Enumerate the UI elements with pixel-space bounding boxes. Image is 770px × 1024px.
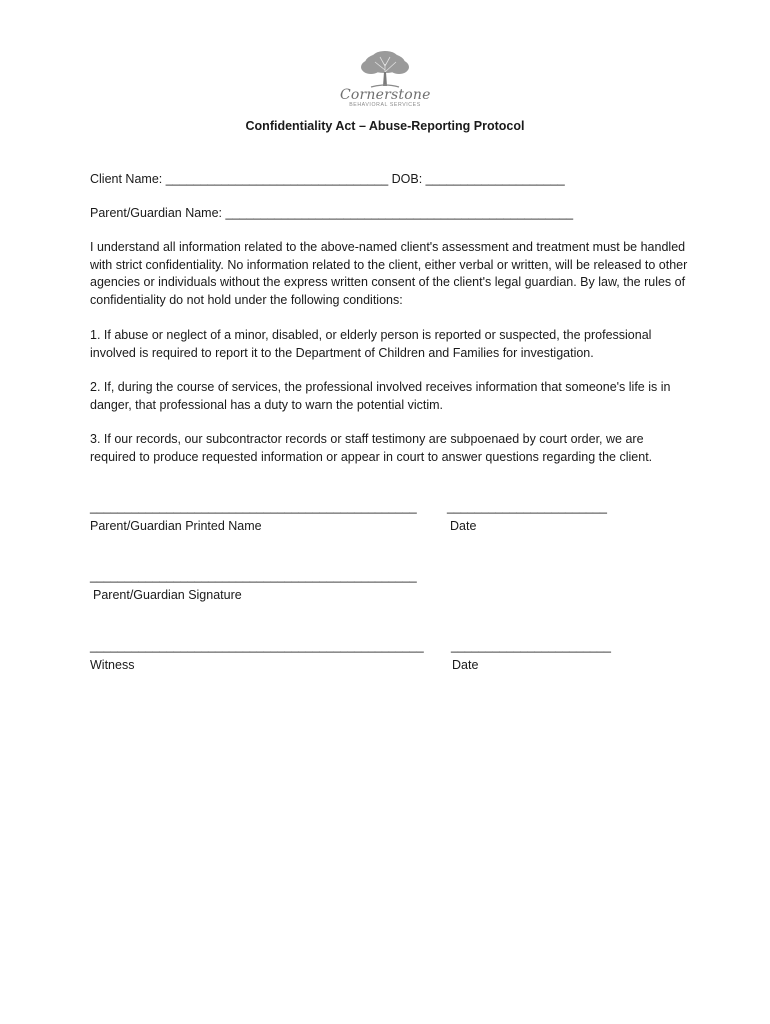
intro-text: I understand all information related to the above-named client's assessment and treatment must be handled with strict confidentiality. No information related to the client, either verbal or written, will be released to other agencies or individuals without the express written consent of the client's legal guardian. By law, the rules of confidentiality do not hold under the following conditions: xyxy=(90,240,688,307)
intro-paragraph xyxy=(90,239,690,309)
logo-subtitle: BEHAVIORAL SERVICES xyxy=(349,102,421,108)
condition-1 xyxy=(90,327,690,362)
condition-3-text: 3. If our records, our subcontractor records or staff testimony are subpoenaed by court order, we are required to produce requested information or appear in court to answer questions regarding the client. xyxy=(90,432,653,464)
document-title: Confidentiality Act – Abuse-Reporting Protocol xyxy=(245,119,525,133)
condition-2-text: 2. If, during the course of services, the professional involved receives information that someone's life is in danger, that professional has a duty to warn the potential victim. xyxy=(90,380,671,412)
signature-label: Parent/Guardian Signature xyxy=(93,588,242,602)
date-label-1: Date xyxy=(450,519,477,533)
condition-1-text: 1. If abuse or neglect of a minor, disabled, or elderly person is reported or suspected, the professional involved is required to report it to the Department of Children and Families for investigation. xyxy=(90,328,652,360)
witness-line[interactable]: ________________________________________________ xyxy=(90,639,424,653)
signature-line[interactable]: _______________________________________________ xyxy=(90,569,417,583)
witness-label: Witness xyxy=(90,658,135,672)
condition-3 xyxy=(90,431,690,466)
date-line-2[interactable]: _______________________ xyxy=(451,639,611,653)
date-line-1[interactable]: _______________________ xyxy=(447,500,607,514)
logo-name: Cornerstone xyxy=(340,87,431,103)
date-label-2: Date xyxy=(452,658,479,672)
tree-icon xyxy=(357,50,413,90)
printed-name-label: Parent/Guardian Printed Name xyxy=(90,519,262,533)
printed-name-line[interactable]: _______________________________________________ xyxy=(90,500,417,514)
guardian-name-field[interactable]: Parent/Guardian Name: __________________________________________________ xyxy=(90,206,574,220)
cornerstone-logo xyxy=(340,50,430,112)
client-name-dob-field[interactable]: Client Name: ________________________________ DOB: ____________________ xyxy=(90,172,565,186)
condition-2 xyxy=(90,379,690,414)
